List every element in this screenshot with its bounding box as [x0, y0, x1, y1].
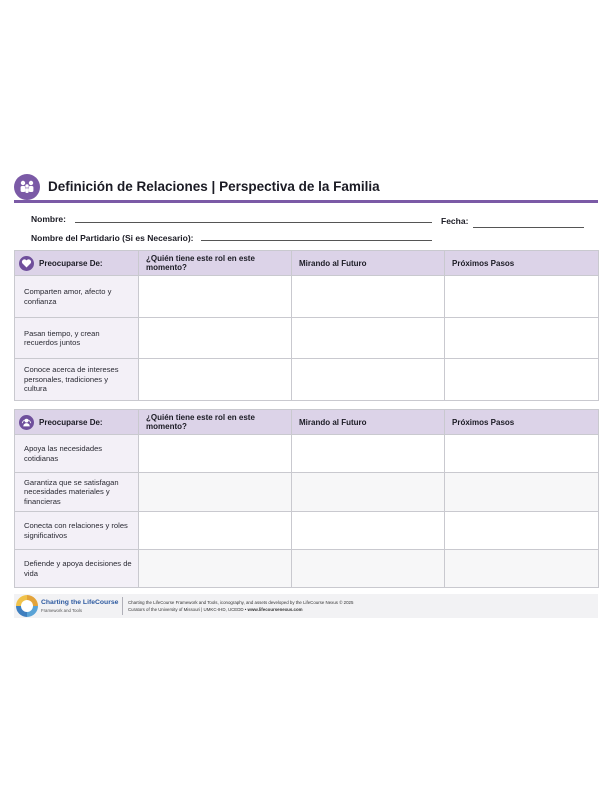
heart-icon — [19, 256, 34, 271]
table-header-row — [15, 251, 599, 276]
table-row — [15, 473, 599, 512]
family-icon — [14, 174, 40, 200]
table-row — [15, 359, 599, 401]
column-header: Mirando al Futuro — [292, 410, 445, 435]
column-header: Preocuparse De: — [15, 251, 139, 276]
input-cell[interactable] — [292, 435, 445, 473]
input-cell[interactable] — [292, 359, 445, 401]
fecha-label: Fecha: — [441, 216, 469, 226]
fecha-field[interactable] — [473, 227, 584, 228]
partidario-label: Nombre del Partidario (Si es Necesario): — [31, 233, 194, 243]
input-cell[interactable] — [139, 550, 292, 588]
input-cell[interactable] — [292, 512, 445, 550]
row-label: Garantiza que se satisfagan necesidades materiales y financieras — [15, 473, 139, 512]
partidario-field[interactable] — [201, 240, 432, 241]
page-header — [14, 173, 598, 201]
nombre-label: Nombre: — [31, 214, 66, 224]
row-label: Pasan tiempo, y crean recuerdos juntos — [15, 318, 139, 359]
footer-website-link[interactable]: www.lifecoursenexus.com — [247, 607, 303, 612]
table-row — [15, 550, 599, 588]
column-header: Preocuparse De: — [15, 410, 139, 435]
column-header: ¿Quién tiene este rol en este momento? — [139, 251, 292, 276]
table-row — [15, 512, 599, 550]
person-icon — [19, 415, 34, 430]
input-cell[interactable] — [139, 435, 292, 473]
input-cell[interactable] — [292, 550, 445, 588]
input-cell[interactable] — [139, 512, 292, 550]
column-header: ¿Quién tiene este rol en este momento? — [139, 410, 292, 435]
relationships-table-support — [14, 409, 599, 588]
nombre-field[interactable] — [75, 222, 432, 223]
lifecourse-logo-icon — [16, 595, 38, 617]
table-row — [15, 318, 599, 359]
column-header: Mirando al Futuro — [292, 251, 445, 276]
input-cell[interactable] — [445, 512, 599, 550]
row-label: Comparten amor, afecto y confianza — [15, 276, 139, 318]
page-title: Definición de Relaciones | Perspectiva de la Familia — [48, 179, 380, 194]
page-footer — [14, 594, 598, 618]
input-cell[interactable] — [292, 276, 445, 318]
row-label: Apoya las necesidades cotidianas — [15, 435, 139, 473]
footer-divider — [122, 597, 123, 615]
input-cell[interactable] — [445, 550, 599, 588]
table-header-row — [15, 410, 599, 435]
input-cell[interactable] — [139, 359, 292, 401]
input-cell[interactable] — [139, 276, 292, 318]
row-label: Conecta con relaciones y roles significativos — [15, 512, 139, 550]
input-cell[interactable] — [445, 318, 599, 359]
row-label: Conoce acerca de intereses personales, tradiciones y cultura — [15, 359, 139, 401]
title-divider — [14, 200, 598, 203]
footer-brand-subtitle: Framework and Tools — [41, 608, 82, 613]
input-cell[interactable] — [139, 473, 292, 512]
input-cell[interactable] — [445, 359, 599, 401]
table-row — [15, 276, 599, 318]
footer-curators: Curators of the University of Missouri | UMKC-IHD, UCEDD • www.lifecoursenexus.com — [128, 607, 303, 612]
row-label: Defiende y apoya decisiones de vida — [15, 550, 139, 588]
column-header: Próximos Pasos — [445, 410, 599, 435]
column-header: Próximos Pasos — [445, 251, 599, 276]
table-row — [15, 435, 599, 473]
footer-brand: Charting the LifeCourse — [41, 599, 119, 606]
relationships-table-caring — [14, 250, 599, 401]
input-cell[interactable] — [139, 318, 292, 359]
input-cell[interactable] — [292, 473, 445, 512]
input-cell[interactable] — [445, 473, 599, 512]
input-cell[interactable] — [445, 276, 599, 318]
footer-credits: Charting the LifeCourse Framework and Tools, iconography, and assets developed by the LifeCourse Nexus © 2025 — [128, 600, 354, 605]
input-cell[interactable] — [445, 435, 599, 473]
input-cell[interactable] — [292, 318, 445, 359]
